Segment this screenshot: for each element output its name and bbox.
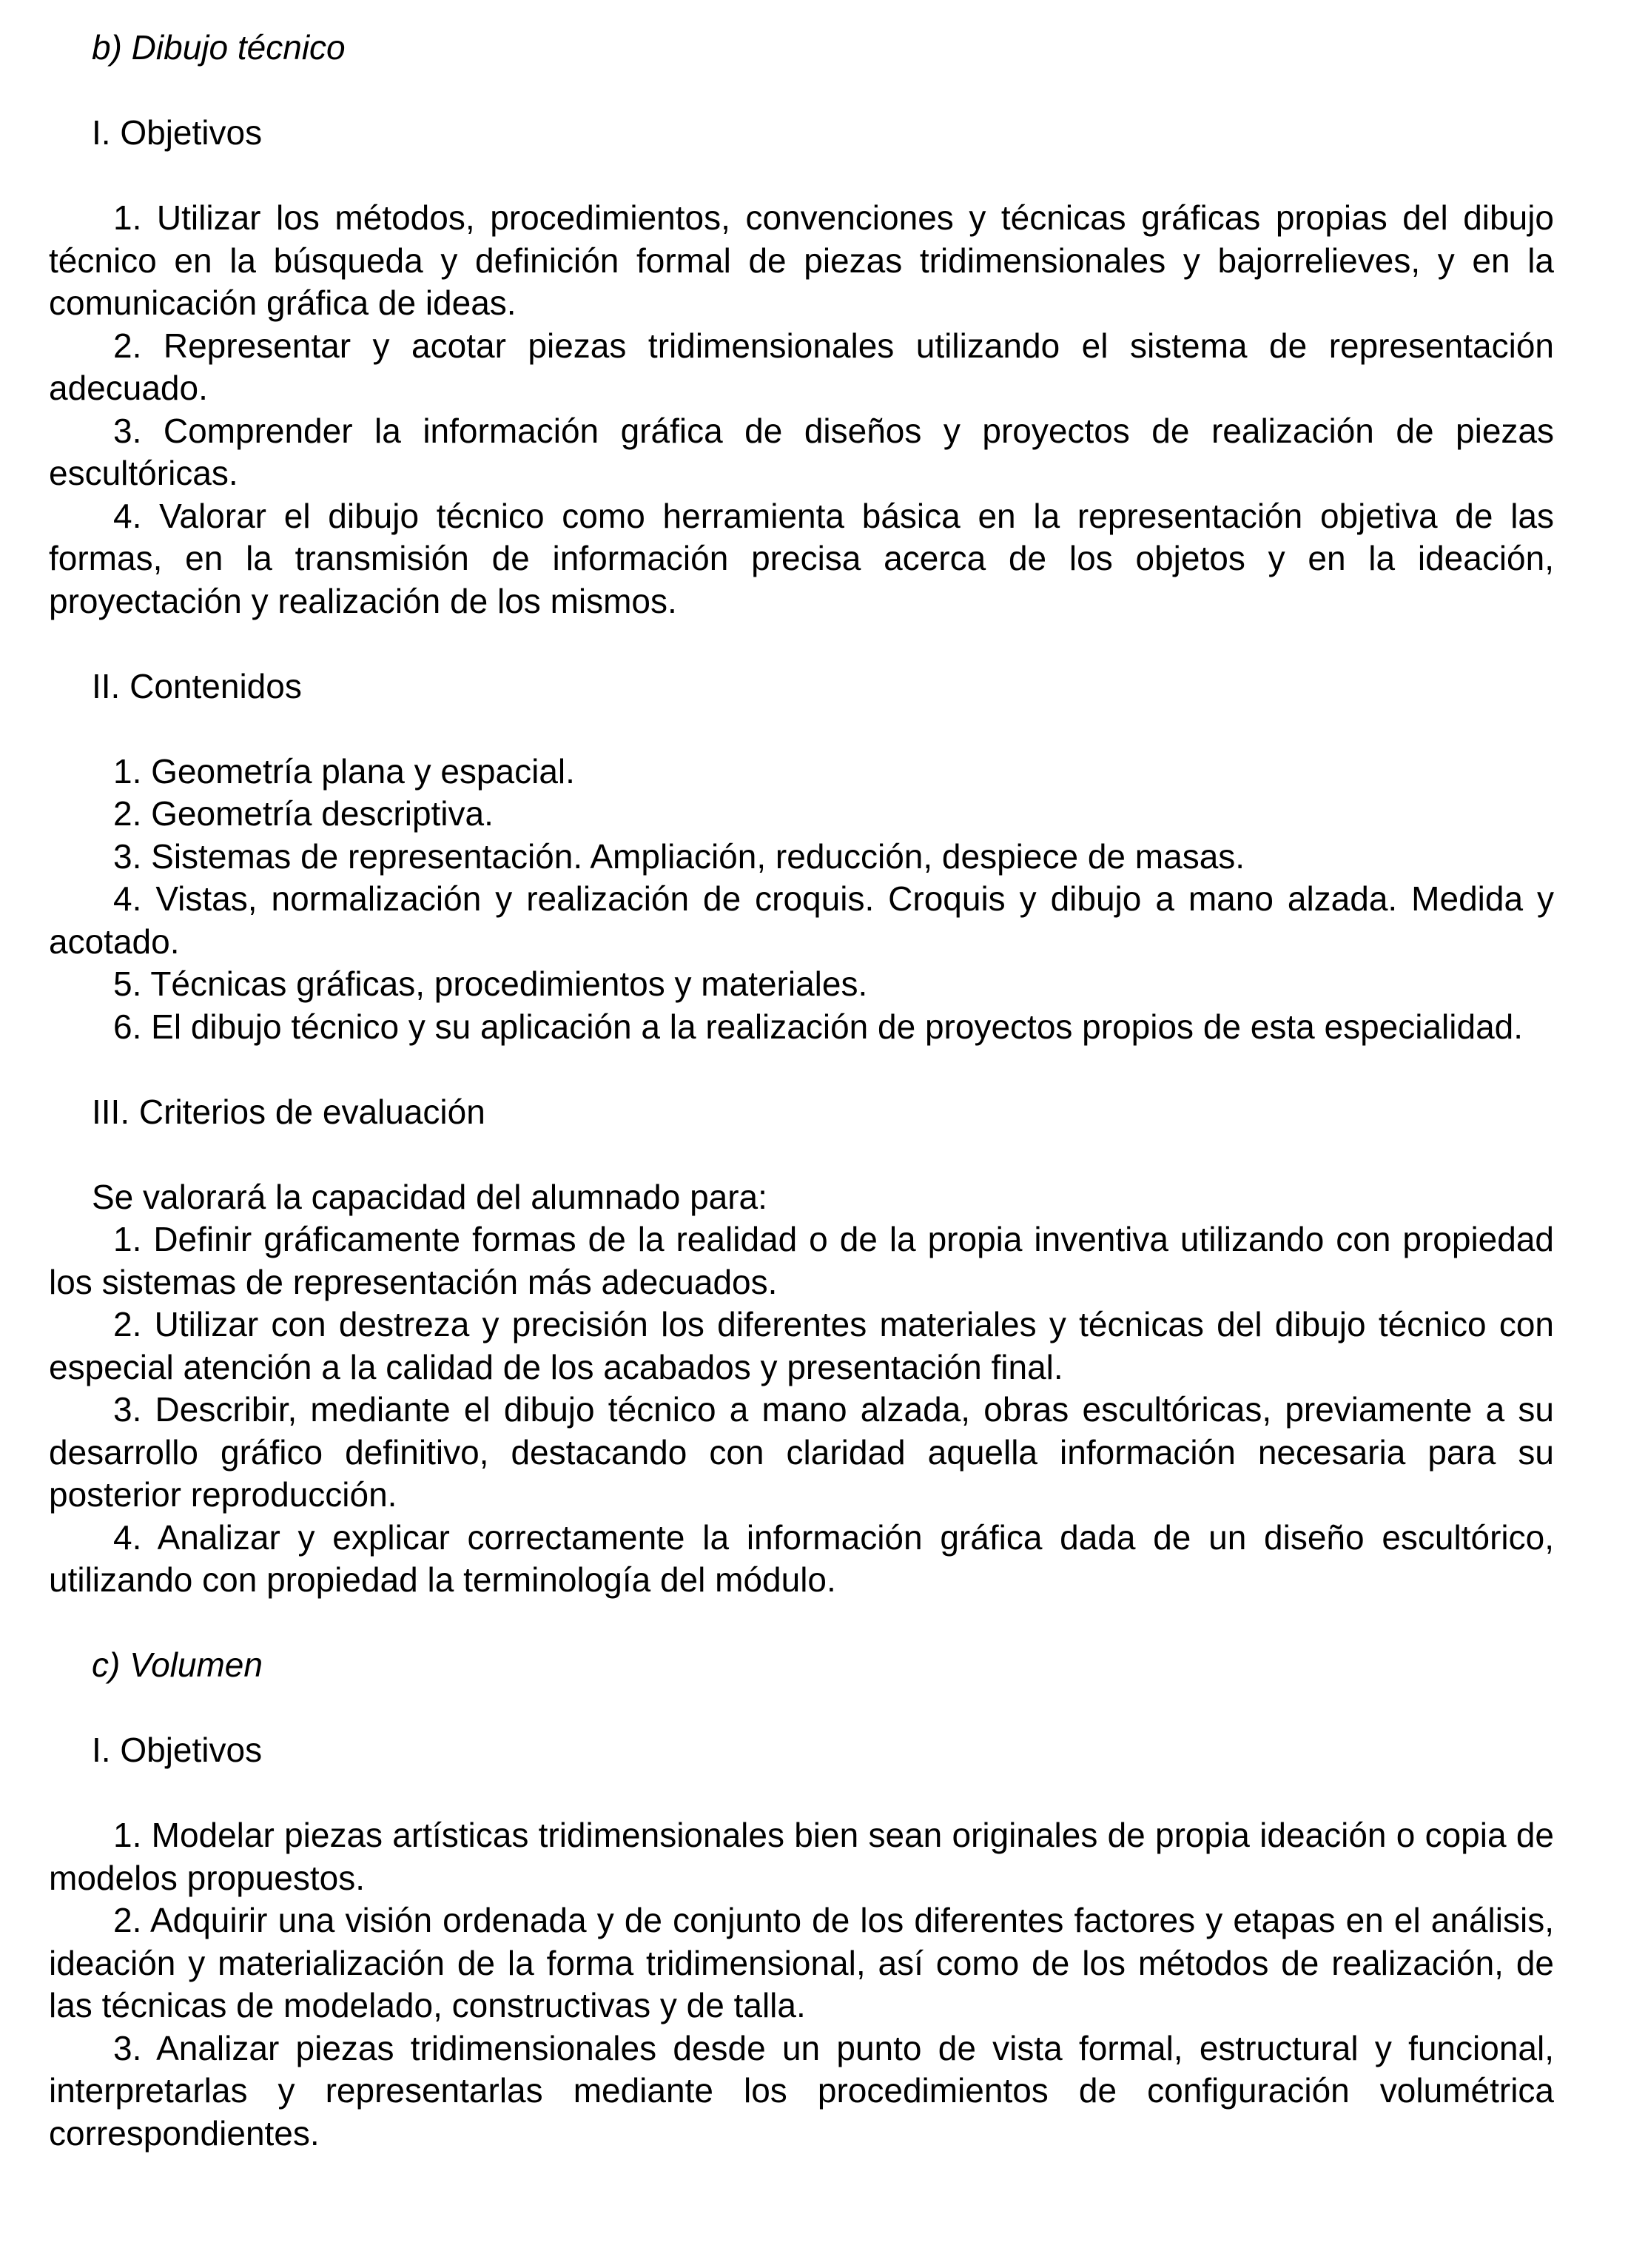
list-item: 3. Sistemas de representación. Ampliación, reducción, despiece de masas. — [113, 836, 1245, 876]
list-item: 1. Definir gráficamente formas de la realidad o de la propia inventiva utilizando con propiedad los sistemas de representación más adecuados. — [49, 1220, 1554, 1301]
list-item: 1. Modelar piezas artísticas tridimensionales bien sean originales de propia ideación o copia de modelos propuestos. — [49, 1816, 1554, 1897]
spacer — [49, 1687, 1554, 1730]
section-title-volumen: c) Volumen — [92, 1645, 263, 1684]
section-title-dibujo-tecnico: b) Dibujo técnico — [92, 28, 346, 67]
spacer — [49, 155, 1554, 198]
list-item: 1. Geometría plana y espacial. — [113, 751, 575, 791]
list-item: 2. Geometría descriptiva. — [113, 794, 494, 833]
list-item: 4. Valorar el dibujo técnico como herramienta básica en la representación objetiva de las formas, en la transmisión de información precisa acerca de los objetos y en la ideación, proyectación y realización de los mismos. — [49, 496, 1554, 620]
list-item: 2. Utilizar con destreza y precisión los diferentes materiales y técnicas del dibujo técnico con especial atención a la calidad de los acabados y presentación final. — [49, 1305, 1554, 1386]
list-item: 4. Analizar y explicar correctamente la información gráfica dada de un diseño escultórico, utilizando con propiedad la terminología del módulo. — [49, 1517, 1554, 1599]
document-page — [49, 27, 1554, 2155]
spacer — [49, 623, 1554, 665]
spacer — [49, 1602, 1554, 1645]
spacer — [49, 708, 1554, 751]
heading-objetivos: I. Objetivos — [92, 1731, 263, 1769]
list-item: 2. Representar y acotar piezas tridimensionales utilizando el sistema de representación adecuado. — [49, 326, 1554, 407]
heading-objetivos: I. Objetivos — [92, 113, 263, 152]
spacer — [49, 1133, 1554, 1176]
heading-criterios-evaluacion: III. Criterios de evaluación — [92, 1092, 485, 1131]
heading-contenidos: II. Contenidos — [92, 666, 302, 705]
objetivos-list — [49, 197, 1554, 623]
list-item: 3. Describir, mediante el dibujo técnico a mano alzada, obras escultóricas, previamente a su desarrollo gráfico definitivo, destacando con claridad aquella información necesaria para su posterior reproducción. — [49, 1390, 1554, 1514]
list-item: 2. Adquirir una visión ordenada y de conjunto de los diferentes factores y etapas en el análisis, ideación y materialización de la forma tridimensional, así como de los métodos de realización, de las técnicas de modelado, constructivas y de talla. — [49, 1901, 1554, 2024]
list-item: 5. Técnicas gráficas, procedimientos y materiales. — [113, 964, 868, 1003]
contenidos-list — [49, 751, 1554, 1049]
spacer — [49, 70, 1554, 113]
list-item: 3. Analizar piezas tridimensionales desde un punto de vista formal, estructural y funcional, interpretarlas y representarlas mediante los procedimientos de configuración volumétrica correspondientes. — [49, 2028, 1554, 2153]
spacer — [49, 1772, 1554, 1815]
list-item: 4. Vistas, normalización y realización de croquis. Croquis y dibujo a mano alzada. Medida y acotado. — [49, 879, 1554, 961]
list-item: 3. Comprender la información gráfica de diseños y proyectos de realización de piezas escultóricas. — [49, 411, 1554, 492]
criterios-list — [49, 1218, 1554, 1602]
list-item: 1. Utilizar los métodos, procedimientos, convenciones y técnicas gráficas propias del dibujo técnico en la búsqueda y definición formal de piezas tridimensionales y bajorrelieves, y en la comunicación gráfica de ideas. — [49, 198, 1554, 322]
criterios-intro: Se valorará la capacidad del alumnado para: — [92, 1177, 767, 1216]
list-item: 6. El dibujo técnico y su aplicación a la realización de proyectos propios de esta especialidad. — [113, 1007, 1524, 1046]
spacer — [49, 1048, 1554, 1091]
objetivos-list — [49, 1814, 1554, 2155]
